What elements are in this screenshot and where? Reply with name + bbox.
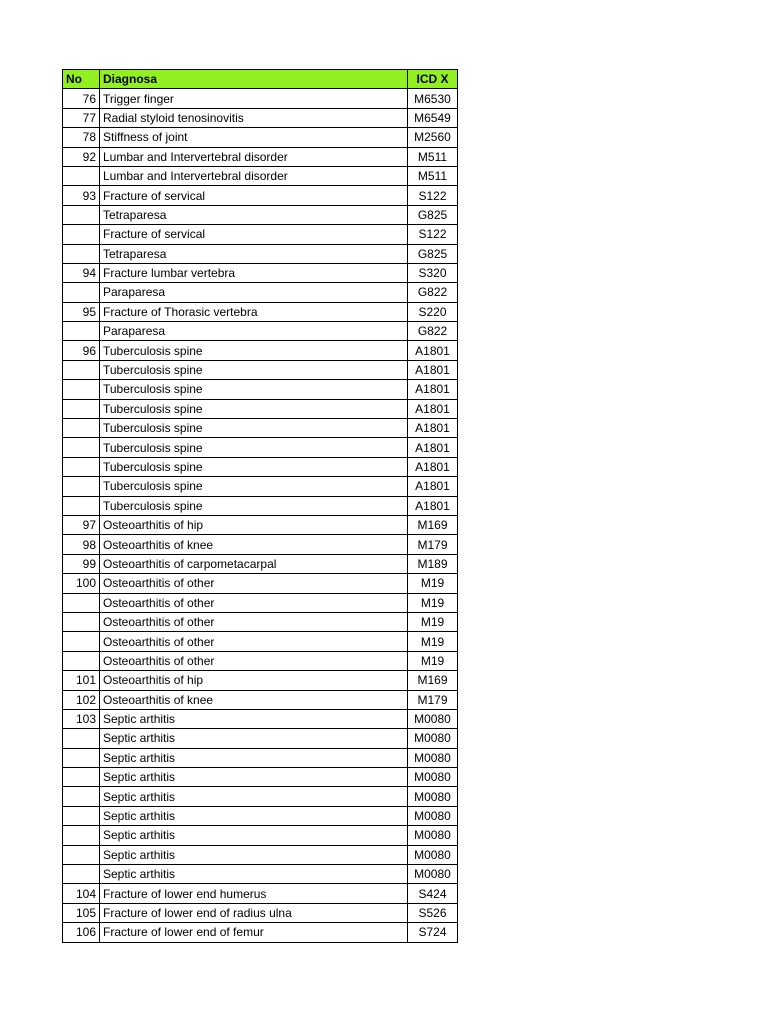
header-row — [63, 70, 458, 89]
diagnosa-cell: Osteoarthitis of hip — [100, 515, 408, 534]
diagnosa-cell: Lumbar and Intervertebral disorder — [100, 147, 408, 166]
diagnosa-cell: Fracture of servical — [100, 186, 408, 205]
icd-cell: S320 — [408, 263, 458, 282]
no-cell — [63, 380, 100, 399]
table-row — [63, 554, 458, 573]
icd-cell: M0080 — [408, 845, 458, 864]
icd-cell: S424 — [408, 884, 458, 903]
no-cell — [63, 419, 100, 438]
table-row — [63, 768, 458, 787]
diagnosa-cell: Septic arthitis — [100, 806, 408, 825]
icd-cell: S526 — [408, 903, 458, 922]
table-row — [63, 166, 458, 185]
diagnosa-cell: Tuberculosis spine — [100, 380, 408, 399]
diagnosa-cell: Osteoarthitis of knee — [100, 535, 408, 554]
diagnosa-cell: Septic arthitis — [100, 787, 408, 806]
table-row — [63, 787, 458, 806]
table-row — [63, 360, 458, 379]
icd-cell: G825 — [408, 205, 458, 224]
table-row — [63, 128, 458, 147]
no-cell — [63, 651, 100, 670]
no-cell: 95 — [63, 302, 100, 321]
diagnosa-cell: Septic arthitis — [100, 709, 408, 728]
diagnosa-cell: Osteoarthitis of other — [100, 632, 408, 651]
table-row — [63, 826, 458, 845]
header-diagnosa: Diagnosa — [100, 70, 408, 89]
table-row — [63, 244, 458, 263]
table-row — [63, 89, 458, 108]
table-row — [63, 884, 458, 903]
header-no: No — [63, 70, 100, 89]
no-cell: 106 — [63, 923, 100, 942]
icd-cell: M0080 — [408, 748, 458, 767]
table-row — [63, 632, 458, 651]
table-row — [63, 457, 458, 476]
table-row — [63, 380, 458, 399]
diagnosa-cell: Stiffness of joint — [100, 128, 408, 147]
table-row — [63, 923, 458, 942]
table-row — [63, 651, 458, 670]
no-cell: 100 — [63, 574, 100, 593]
table-row — [63, 399, 458, 418]
icd-cell: G822 — [408, 322, 458, 341]
diagnosa-cell: Tuberculosis spine — [100, 496, 408, 515]
table-row — [63, 108, 458, 127]
table-row — [63, 302, 458, 321]
no-cell — [63, 748, 100, 767]
no-cell — [63, 865, 100, 884]
icd-cell: M0080 — [408, 787, 458, 806]
icd-cell: M2560 — [408, 128, 458, 147]
no-cell — [63, 244, 100, 263]
no-cell: 98 — [63, 535, 100, 554]
table-row — [63, 671, 458, 690]
diagnosa-cell: Tuberculosis spine — [100, 419, 408, 438]
diagnosa-cell: Trigger finger — [100, 89, 408, 108]
no-cell — [63, 322, 100, 341]
table-row — [63, 186, 458, 205]
no-cell — [63, 593, 100, 612]
table-row — [63, 612, 458, 631]
diagnosa-cell: Lumbar and Intervertebral disorder — [100, 166, 408, 185]
diagnosa-cell: Osteoarthitis of other — [100, 651, 408, 670]
diagnosa-cell: Tetraparesa — [100, 205, 408, 224]
table-row — [63, 263, 458, 282]
no-cell — [63, 768, 100, 787]
no-cell — [63, 438, 100, 457]
icd-cell: M511 — [408, 166, 458, 185]
icd-cell: M189 — [408, 554, 458, 573]
icd-cell: G825 — [408, 244, 458, 263]
icd-cell: S724 — [408, 923, 458, 942]
no-cell: 96 — [63, 341, 100, 360]
no-cell: 99 — [63, 554, 100, 573]
no-cell — [63, 787, 100, 806]
diagnosa-cell: Tuberculosis spine — [100, 438, 408, 457]
diagnosa-cell: Septic arthitis — [100, 768, 408, 787]
no-cell — [63, 399, 100, 418]
icd-cell: A1801 — [408, 341, 458, 360]
icd-cell: M19 — [408, 632, 458, 651]
no-cell — [63, 166, 100, 185]
no-cell — [63, 205, 100, 224]
icd-cell: M6549 — [408, 108, 458, 127]
table-row — [63, 593, 458, 612]
icd-cell: M6530 — [408, 89, 458, 108]
diagnosa-cell: Tuberculosis spine — [100, 341, 408, 360]
no-cell — [63, 496, 100, 515]
no-cell: 97 — [63, 515, 100, 534]
diagnosa-cell: Tuberculosis spine — [100, 477, 408, 496]
no-cell — [63, 806, 100, 825]
icd-cell: M0080 — [408, 729, 458, 748]
no-cell — [63, 283, 100, 302]
diagnosa-cell: Paraparesa — [100, 283, 408, 302]
diagnosa-cell: Fracture lumbar vertebra — [100, 263, 408, 282]
no-cell: 104 — [63, 884, 100, 903]
no-cell — [63, 632, 100, 651]
no-cell — [63, 360, 100, 379]
diagnosa-cell: Osteoarthitis of other — [100, 612, 408, 631]
icd-cell: M0080 — [408, 806, 458, 825]
table-row — [63, 806, 458, 825]
no-cell — [63, 826, 100, 845]
table-row — [63, 515, 458, 534]
diagnosa-cell: Radial styloid tenosinovitis — [100, 108, 408, 127]
table-row — [63, 438, 458, 457]
no-cell: 93 — [63, 186, 100, 205]
icd-cell: S122 — [408, 186, 458, 205]
table-row — [63, 341, 458, 360]
table-row — [63, 865, 458, 884]
table-row — [63, 225, 458, 244]
diagnosa-cell: Septic arthitis — [100, 826, 408, 845]
diagnosa-cell: Osteoarthitis of carpometacarpal — [100, 554, 408, 573]
table-row — [63, 477, 458, 496]
diagnosa-cell: Tuberculosis spine — [100, 360, 408, 379]
no-cell — [63, 729, 100, 748]
header-icd: ICD X — [408, 70, 458, 89]
icd-cell: A1801 — [408, 477, 458, 496]
table-row — [63, 322, 458, 341]
no-cell — [63, 845, 100, 864]
diagnosa-cell: Fracture of Thorasic vertebra — [100, 302, 408, 321]
icd-cell: A1801 — [408, 360, 458, 379]
no-cell: 76 — [63, 89, 100, 108]
icd-cell: A1801 — [408, 399, 458, 418]
diagnosa-cell: Septic arthitis — [100, 748, 408, 767]
diagnosa-cell: Fracture of lower end of femur — [100, 923, 408, 942]
table-row — [63, 845, 458, 864]
no-cell: 105 — [63, 903, 100, 922]
icd-cell: M19 — [408, 574, 458, 593]
table-row — [63, 535, 458, 554]
icd-cell: M179 — [408, 535, 458, 554]
diagnosa-cell: Osteoarthitis of knee — [100, 690, 408, 709]
no-cell: 103 — [63, 709, 100, 728]
diagnosa-cell: Fracture of lower end of radius ulna — [100, 903, 408, 922]
icd-cell: M0080 — [408, 709, 458, 728]
icd-cell: M511 — [408, 147, 458, 166]
no-cell: 102 — [63, 690, 100, 709]
no-cell: 94 — [63, 263, 100, 282]
diagnosa-cell: Osteoarthitis of other — [100, 593, 408, 612]
table-row — [63, 574, 458, 593]
no-cell — [63, 225, 100, 244]
table-row — [63, 729, 458, 748]
no-cell: 92 — [63, 147, 100, 166]
diagnosa-cell: Osteoarthitis of hip — [100, 671, 408, 690]
diagnosa-cell: Septic arthitis — [100, 729, 408, 748]
icd-cell: M169 — [408, 671, 458, 690]
no-cell: 77 — [63, 108, 100, 127]
icd-cell: S122 — [408, 225, 458, 244]
icd-cell: G822 — [408, 283, 458, 302]
icd-cell: M179 — [408, 690, 458, 709]
diagnosis-table — [62, 69, 458, 943]
icd-cell: M19 — [408, 593, 458, 612]
diagnosa-cell: Septic arthitis — [100, 865, 408, 884]
diagnosa-cell: Septic arthitis — [100, 845, 408, 864]
table-row — [63, 205, 458, 224]
icd-cell: A1801 — [408, 496, 458, 515]
icd-cell: M0080 — [408, 865, 458, 884]
diagnosa-cell: Fracture of lower end humerus — [100, 884, 408, 903]
icd-cell: A1801 — [408, 380, 458, 399]
diagnosa-cell: Paraparesa — [100, 322, 408, 341]
table-row — [63, 709, 458, 728]
icd-cell: A1801 — [408, 438, 458, 457]
icd-cell: M19 — [408, 612, 458, 631]
table-row — [63, 419, 458, 438]
diagnosa-cell: Tetraparesa — [100, 244, 408, 263]
no-cell — [63, 612, 100, 631]
icd-cell: M0080 — [408, 826, 458, 845]
diagnosa-cell: Fracture of servical — [100, 225, 408, 244]
table-row — [63, 147, 458, 166]
diagnosa-cell: Tuberculosis spine — [100, 457, 408, 476]
icd-cell: A1801 — [408, 419, 458, 438]
icd-cell: M169 — [408, 515, 458, 534]
table-row — [63, 283, 458, 302]
icd-cell: M0080 — [408, 768, 458, 787]
icd-cell: M19 — [408, 651, 458, 670]
no-cell — [63, 477, 100, 496]
diagnosa-cell: Osteoarthitis of other — [100, 574, 408, 593]
table-row — [63, 496, 458, 515]
table-row — [63, 903, 458, 922]
table-row — [63, 748, 458, 767]
diagnosa-cell: Tuberculosis spine — [100, 399, 408, 418]
icd-cell: S220 — [408, 302, 458, 321]
table-row — [63, 690, 458, 709]
no-cell: 78 — [63, 128, 100, 147]
no-cell — [63, 457, 100, 476]
no-cell: 101 — [63, 671, 100, 690]
icd-cell: A1801 — [408, 457, 458, 476]
